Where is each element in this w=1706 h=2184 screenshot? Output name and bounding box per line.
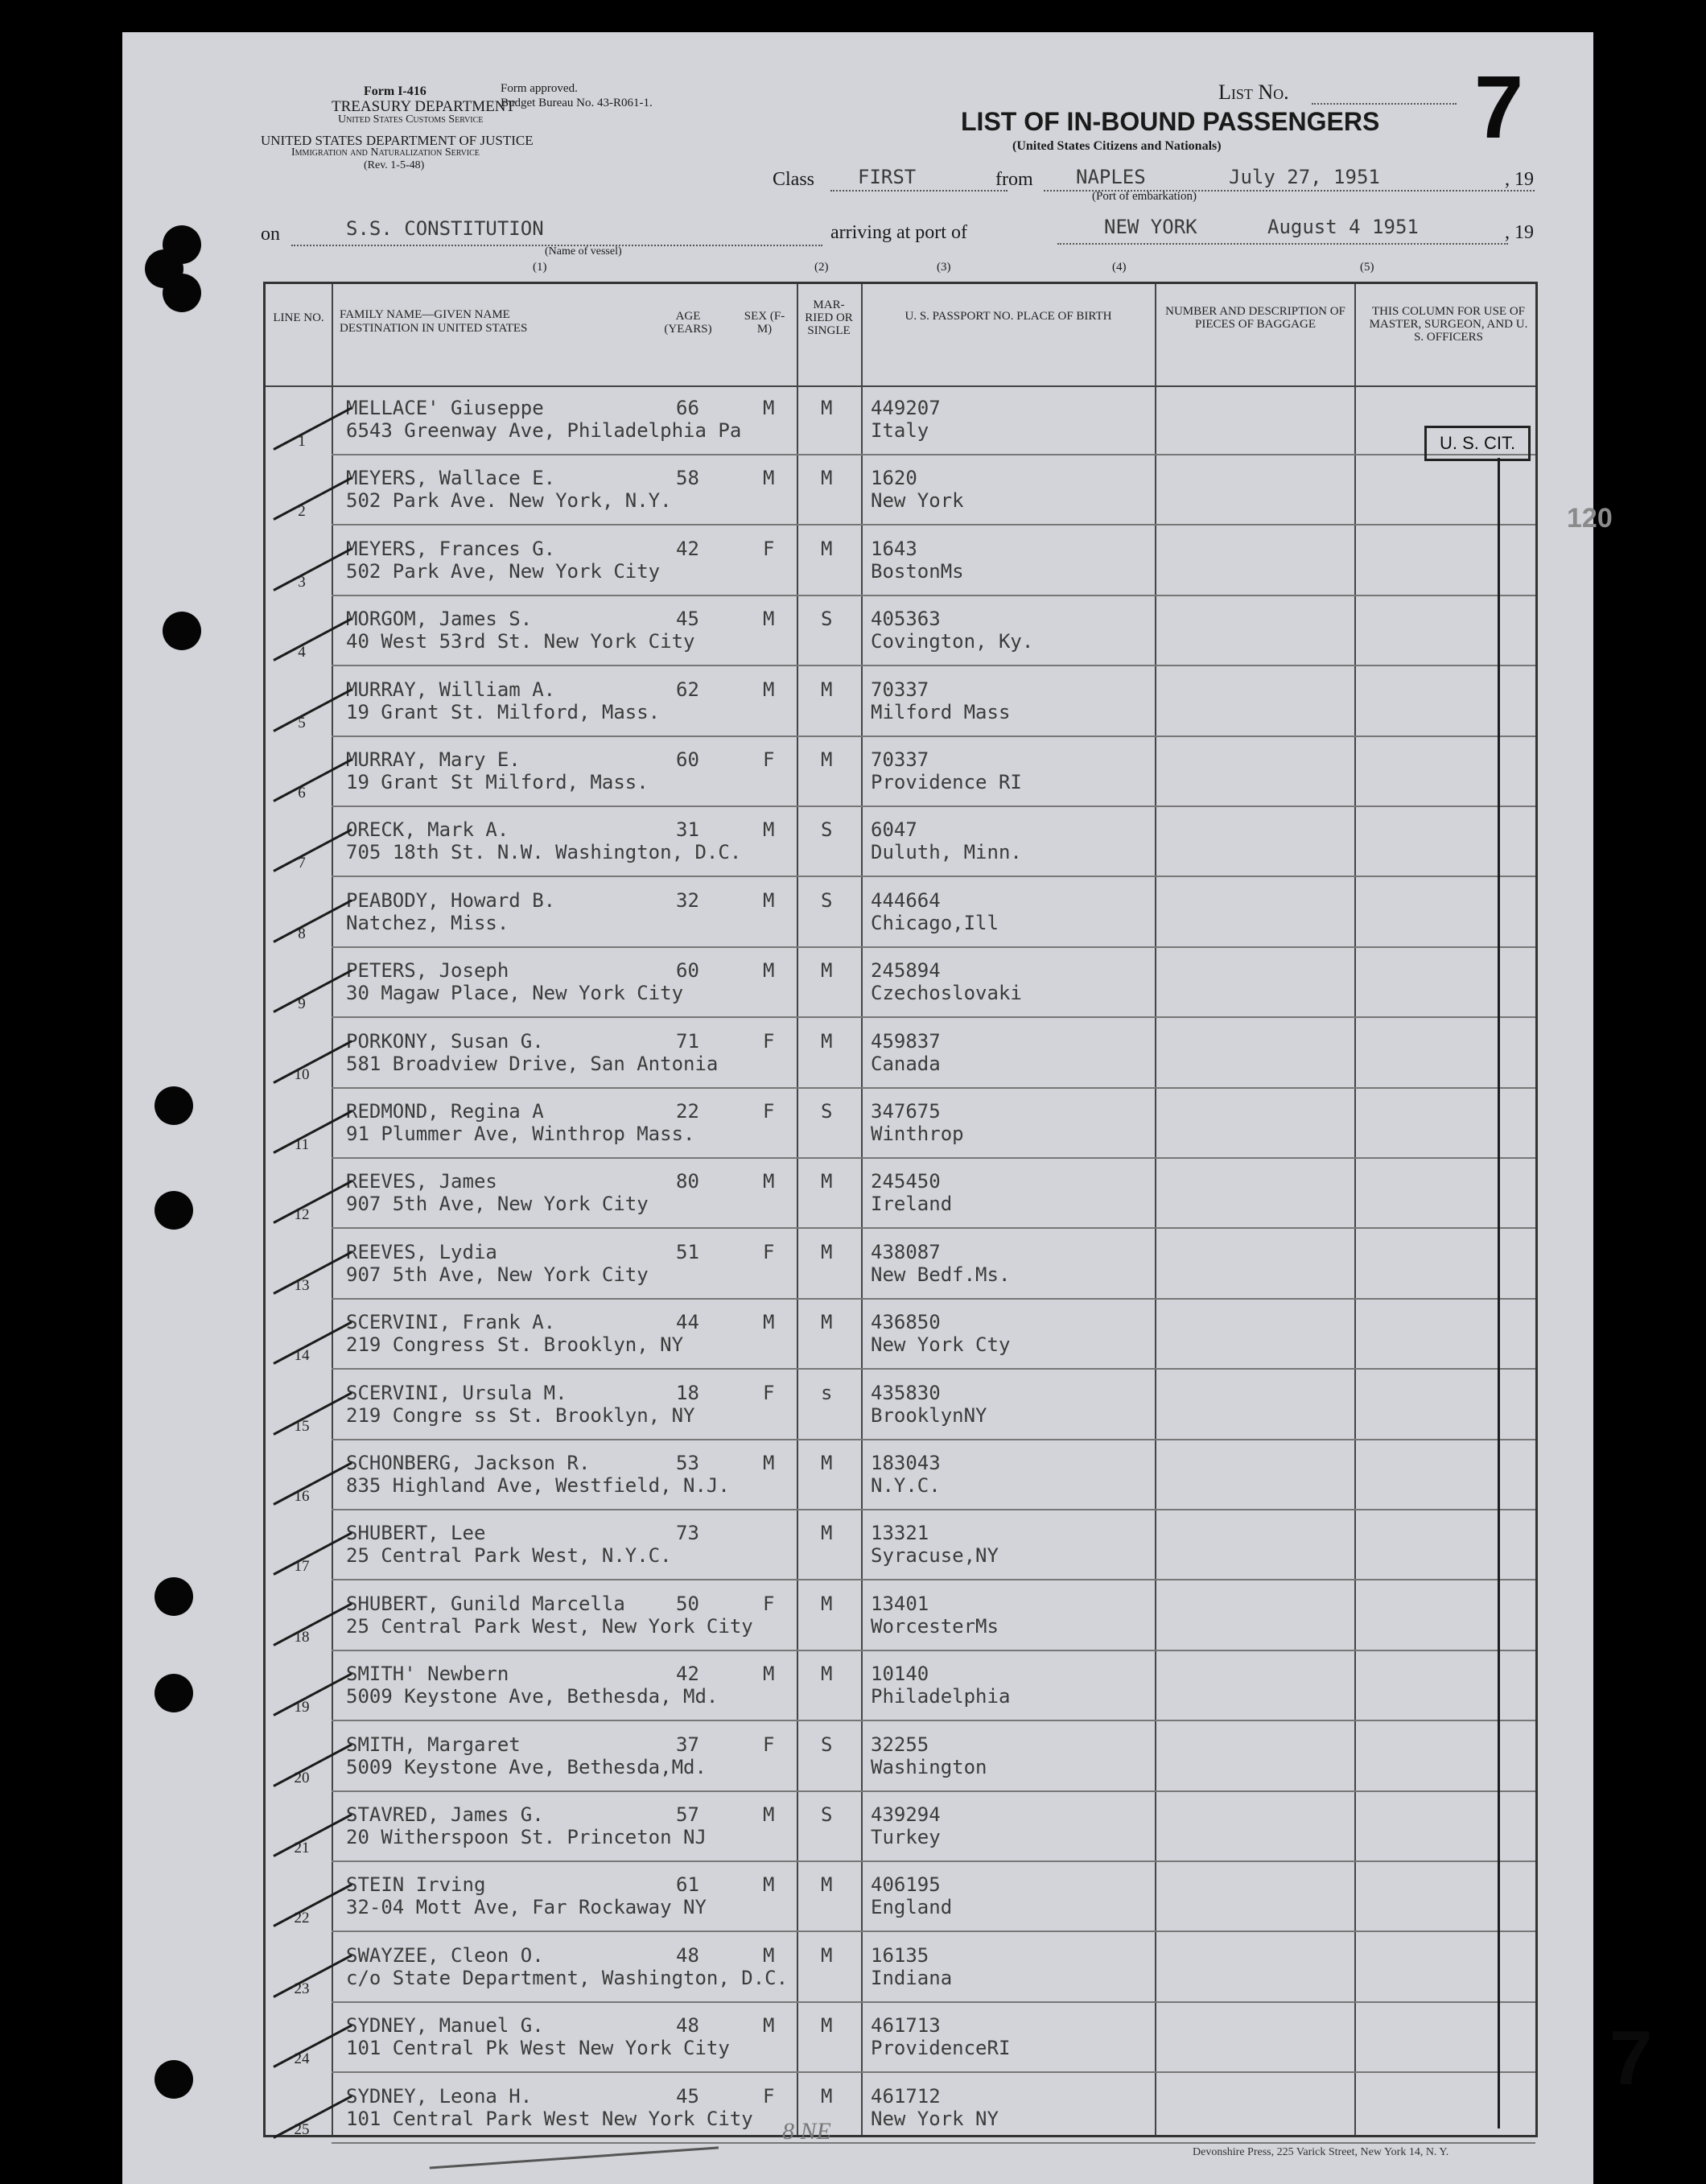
table-row xyxy=(266,455,1535,525)
passport-number: 245450 xyxy=(871,1170,941,1193)
document-title: LIST OF IN-BOUND PASSENGERS xyxy=(961,107,1380,136)
passenger-age: 45 xyxy=(676,2084,699,2108)
line-number: 16 xyxy=(294,1488,310,1505)
marital-status: M xyxy=(821,748,833,771)
passenger-destination: 219 Congress St. Brooklyn, NY xyxy=(346,1333,684,1357)
table-row xyxy=(266,1792,1535,1862)
column-number-4: (4) xyxy=(1112,261,1127,274)
passenger-age: 22 xyxy=(676,1100,699,1123)
marital-status: M xyxy=(821,1170,833,1193)
place-of-birth: Turkey xyxy=(871,1826,941,1848)
year-suffix-2: , 19 xyxy=(1505,222,1534,243)
column-number-2: (2) xyxy=(814,261,829,274)
passenger-name: SYDNEY, Manuel G. xyxy=(346,2014,544,2038)
passenger-name: SWAYZEE, Cleon O. xyxy=(346,1943,544,1967)
passport-number: 6047 xyxy=(871,818,917,842)
line-number: 21 xyxy=(294,1840,310,1856)
table-row xyxy=(266,1862,1535,1932)
arrival-date: August 4 1951 xyxy=(1267,216,1419,238)
header-married: MAR-RIED OR SINGLE xyxy=(805,299,853,337)
immigration-service: Immigration and Naturalization Service xyxy=(291,146,480,159)
passenger-age: 50 xyxy=(676,1592,699,1615)
table-row xyxy=(266,526,1535,596)
line-number: 8 xyxy=(298,925,306,942)
line-number: 12 xyxy=(294,1206,310,1224)
marital-status: M xyxy=(821,678,833,701)
passenger-name: SCHONBERG, Jackson R. xyxy=(346,1452,591,1474)
us-citizen-stamp: U. S. CIT. xyxy=(1424,426,1531,461)
place-of-birth: Covington, Ky. xyxy=(871,630,1034,653)
passenger-table xyxy=(263,282,1653,2138)
passenger-sex: F xyxy=(763,537,775,560)
passenger-sex: M xyxy=(763,1452,775,1474)
passport-number: 461713 xyxy=(871,2014,941,2038)
passenger-destination: c/o State Department, Washington, D.C. xyxy=(346,1966,789,1989)
marital-status: M xyxy=(821,537,833,560)
place-of-birth: Duluth, Minn. xyxy=(871,841,1022,864)
marital-status: M xyxy=(821,1663,833,1686)
departure-date: July 27, 1951 xyxy=(1229,166,1380,188)
table-row xyxy=(266,1510,1535,1580)
marital-status: S xyxy=(821,888,833,912)
place-of-birth: Czechoslovaki xyxy=(871,982,1022,1005)
form-approved: Form approved. xyxy=(501,82,578,95)
passenger-destination: 32-04 Mott Ave, Far Rockaway NY xyxy=(346,1896,707,1919)
passenger-destination: 5009 Keystone Ave, Bethesda, Md. xyxy=(346,1685,719,1708)
punch-hole xyxy=(155,1191,193,1230)
customs-service: United States Customs Service xyxy=(338,113,484,126)
passport-number: 1620 xyxy=(871,467,917,490)
passenger-age: 48 xyxy=(676,1943,699,1967)
header-age: AGE (YEARS) xyxy=(664,310,712,336)
department-of-justice: UNITED STATES DEPARTMENT OF JUSTICE xyxy=(261,133,534,148)
punch-hole xyxy=(155,1577,193,1616)
passenger-destination: 19 Grant St Milford, Mass. xyxy=(346,771,649,793)
place-of-birth: New Bedf.Ms. xyxy=(871,1263,1011,1286)
marital-status: M xyxy=(821,1452,833,1474)
list-number: 7 xyxy=(1474,58,1524,157)
line-number: 23 xyxy=(294,1980,310,1997)
place-of-birth: N.Y.C. xyxy=(871,1474,941,1497)
passenger-sex: M xyxy=(763,818,775,842)
passenger-sex: M xyxy=(763,678,775,701)
passenger-name: PORKONY, Susan G. xyxy=(346,1029,544,1053)
passport-number: 183043 xyxy=(871,1452,941,1474)
table-row xyxy=(266,1019,1535,1089)
passenger-sex: M xyxy=(763,1943,775,1967)
line-number: 22 xyxy=(294,1910,310,1927)
passenger-age: 60 xyxy=(676,959,699,983)
passport-number: 245894 xyxy=(871,959,941,983)
passport-number: 449207 xyxy=(871,397,941,419)
passenger-destination: 502 Park Ave. New York, N.Y. xyxy=(346,489,672,513)
marital-status: s xyxy=(821,1381,833,1404)
budget-bureau: Budget Bureau No. 43-R061-1. xyxy=(501,97,653,109)
table-row xyxy=(266,1089,1535,1159)
vessel-name: S.S. CONSTITUTION xyxy=(346,217,544,240)
passenger-destination: 907 5th Ave, New York City xyxy=(346,1193,649,1216)
passport-number: 444664 xyxy=(871,888,941,912)
passenger-destination: 219 Congre ss St. Brooklyn, NY xyxy=(346,1403,695,1427)
marital-status: S xyxy=(821,608,833,631)
line-number: 3 xyxy=(298,573,306,591)
passenger-sex: M xyxy=(763,467,775,490)
passport-number: 435830 xyxy=(871,1381,941,1404)
passenger-sex: F xyxy=(763,1592,775,1615)
passport-number: 13321 xyxy=(871,1522,929,1545)
passport-number: 70337 xyxy=(871,678,929,701)
form-number: Form I-416 xyxy=(364,84,426,98)
passenger-count: 120 xyxy=(1567,503,1613,534)
place-of-birth: Italy xyxy=(871,419,929,442)
marital-status: M xyxy=(821,1029,833,1053)
passenger-age: 37 xyxy=(676,1733,699,1756)
table-row xyxy=(266,1370,1535,1440)
punch-hole xyxy=(163,612,201,650)
table-row xyxy=(266,2003,1535,2073)
marital-status: S xyxy=(821,1100,833,1123)
class-line xyxy=(830,190,1008,192)
passenger-sex: F xyxy=(763,1733,775,1756)
line-number: 6 xyxy=(298,785,306,801)
place-of-birth: Washington xyxy=(871,1755,987,1778)
passenger-age: 51 xyxy=(676,1240,699,1263)
place-of-birth: New York xyxy=(871,489,964,513)
passenger-sex: M xyxy=(763,959,775,983)
line-number: 20 xyxy=(294,1769,310,1786)
place-of-birth: ProvidenceRI xyxy=(871,2037,1011,2060)
passenger-destination: 19 Grant St. Milford, Mass. xyxy=(346,700,661,723)
passenger-destination: 91 Plummer Ave, Winthrop Mass. xyxy=(346,1123,695,1145)
passenger-age: 44 xyxy=(676,1311,699,1334)
marital-status: M xyxy=(821,1240,833,1263)
arrival-line xyxy=(1057,243,1508,245)
printer-credit: Devonshire Press, 225 Varick Street, New York 14, N. Y. xyxy=(1193,2146,1449,2158)
passenger-sex: F xyxy=(763,1100,775,1123)
passenger-age: 45 xyxy=(676,608,699,631)
marital-status: S xyxy=(821,818,833,842)
place-of-birth: Ireland xyxy=(871,1193,953,1216)
table-row xyxy=(266,878,1535,948)
passenger-age: 18 xyxy=(676,1381,699,1404)
passenger-age: 58 xyxy=(676,467,699,490)
marital-status: M xyxy=(821,1522,833,1545)
passenger-name: SHUBERT, Lee xyxy=(346,1522,486,1545)
header-destination: DESTINATION IN UNITED STATES xyxy=(340,322,528,335)
passenger-destination: 705 18th St. N.W. Washington, D.C. xyxy=(346,841,742,864)
passport-number: 1643 xyxy=(871,537,917,560)
list-number-line xyxy=(1312,103,1457,105)
passenger-sex: M xyxy=(763,888,775,912)
passenger-name: SHUBERT, Gunild Marcella xyxy=(346,1592,625,1615)
passenger-destination: 5009 Keystone Ave, Bethesda,Md. xyxy=(346,1755,707,1778)
passenger-destination: 907 5th Ave, New York City xyxy=(346,1263,649,1286)
passenger-sex: M xyxy=(763,2014,775,2038)
signature-initials: 8 NE xyxy=(782,2118,831,2145)
treasury-department: TREASURY DEPARTMENT xyxy=(332,98,516,115)
passenger-name: REEVES, Lydia xyxy=(346,1240,497,1263)
passenger-name: MELLACE' Giuseppe xyxy=(346,397,544,419)
passenger-age: 42 xyxy=(676,537,699,560)
list-number-label: List No. xyxy=(1218,80,1289,104)
passenger-age: 42 xyxy=(676,1663,699,1686)
passport-number: 439294 xyxy=(871,1803,941,1826)
place-of-birth: WorcesterMs xyxy=(871,1614,999,1638)
passenger-name: STEIN Irving xyxy=(346,1873,486,1897)
header-sex: SEX (F-M) xyxy=(744,310,785,336)
passport-number: 16135 xyxy=(871,1943,929,1967)
line-number: 24 xyxy=(294,2050,310,2068)
header-name: FAMILY NAME—GIVEN NAME xyxy=(340,308,510,321)
punch-hole xyxy=(155,2060,193,2099)
punch-hole xyxy=(155,1674,193,1712)
table-row xyxy=(266,948,1535,1018)
passport-number: 461712 xyxy=(871,2084,941,2108)
passenger-age: 71 xyxy=(676,1029,699,1053)
class-label: Class xyxy=(773,169,815,190)
table-row xyxy=(266,596,1535,666)
line-number: 19 xyxy=(294,1699,310,1716)
passenger-name: SCERVINI, Ursula M. xyxy=(346,1381,567,1404)
passenger-sex: F xyxy=(763,1240,775,1263)
line-number: 11 xyxy=(294,1136,310,1153)
table-row xyxy=(266,1300,1535,1370)
passenger-age: 57 xyxy=(676,1803,699,1826)
marital-status: M xyxy=(821,397,833,419)
passenger-name: MEYERS, Wallace E. xyxy=(346,467,556,490)
passenger-sex: M xyxy=(763,1311,775,1334)
document-sheet xyxy=(122,32,1653,2184)
passenger-age: 53 xyxy=(676,1452,699,1474)
passenger-destination: 835 Highland Ave, Westfield, N.J. xyxy=(346,1474,730,1497)
table-row xyxy=(266,1230,1535,1300)
place-of-birth: Syracuse,NY xyxy=(871,1544,999,1568)
document-subtitle: (United States Citizens and Nationals) xyxy=(1012,139,1222,153)
place-of-birth: Milford Mass xyxy=(871,700,1011,723)
place-of-birth: Philadelphia xyxy=(871,1685,1011,1708)
line-number: 17 xyxy=(294,1558,310,1576)
passport-number: 70337 xyxy=(871,748,929,771)
passenger-age: 32 xyxy=(676,888,699,912)
passenger-name: STAVRED, James G. xyxy=(346,1803,544,1826)
table-row xyxy=(266,1651,1535,1721)
marital-status: M xyxy=(821,1592,833,1615)
passport-number: 438087 xyxy=(871,1240,941,1263)
passenger-destination: Natchez, Miss. xyxy=(346,911,509,934)
punch-hole xyxy=(163,274,201,312)
marital-status: M xyxy=(821,1873,833,1897)
passenger-name: PETERS, Joseph xyxy=(346,959,509,983)
passenger-name: MEYERS, Frances G. xyxy=(346,537,556,560)
table-row xyxy=(266,807,1535,877)
passenger-age: 61 xyxy=(676,1873,699,1897)
passport-number: 13401 xyxy=(871,1592,929,1615)
passenger-sex: F xyxy=(763,1029,775,1053)
header-baggage: NUMBER AND DESCRIPTION OF PIECES OF BAGGAGE xyxy=(1165,305,1345,331)
passport-number: 32255 xyxy=(871,1733,929,1756)
passenger-age: 60 xyxy=(676,748,699,771)
line-number: 7 xyxy=(298,855,306,872)
column-number-1: (1) xyxy=(533,261,547,274)
passenger-destination: 502 Park Ave, New York City xyxy=(346,559,661,583)
arrival-port: NEW YORK xyxy=(1104,216,1197,238)
line-number: 10 xyxy=(294,1065,310,1083)
passenger-name: MURRAY, Mary E. xyxy=(346,748,521,771)
marital-status: M xyxy=(821,959,833,983)
line-number: 25 xyxy=(294,2120,310,2138)
line-number: 18 xyxy=(294,1628,310,1646)
vessel-caption: (Name of vessel) xyxy=(545,245,622,258)
punch-hole xyxy=(155,1086,193,1125)
class-value: FIRST xyxy=(858,166,917,188)
line-number: 4 xyxy=(298,644,306,661)
passport-number: 10140 xyxy=(871,1663,929,1686)
passenger-sex: M xyxy=(763,1663,775,1686)
place-of-birth: Winthrop xyxy=(871,1123,964,1145)
header-passport: U. S. PASSPORT NO. PLACE OF BIRTH xyxy=(905,310,1112,323)
passenger-age: 48 xyxy=(676,2014,699,2038)
table-row xyxy=(266,737,1535,807)
passenger-name: REEVES, James xyxy=(346,1170,497,1193)
passport-number: 406195 xyxy=(871,1873,941,1897)
place-of-birth: New York NY xyxy=(871,2107,999,2130)
place-of-birth: England xyxy=(871,1896,953,1919)
line-number: 14 xyxy=(294,1347,310,1365)
table-row xyxy=(266,1581,1535,1651)
header-officers: THIS COLUMN FOR USE OF MASTER, SURGEON, AND U. S. OFFICERS xyxy=(1369,305,1528,344)
passport-number: 405363 xyxy=(871,608,941,631)
line-number: 5 xyxy=(298,714,306,731)
table-row xyxy=(266,385,1535,455)
place-of-birth: Indiana xyxy=(871,1966,953,1989)
passenger-name: REDMOND, Regina A xyxy=(346,1100,544,1123)
passenger-name: PEABODY, Howard B. xyxy=(346,888,556,912)
marital-status: M xyxy=(821,1943,833,1967)
passenger-destination: 101 Central Pk West New York City xyxy=(346,2037,730,2060)
passport-number: 459837 xyxy=(871,1029,941,1053)
passenger-destination: 20 Witherspoon St. Princeton NJ xyxy=(346,1826,707,1848)
marital-status: S xyxy=(821,1733,833,1756)
table-row xyxy=(266,1159,1535,1229)
table-row xyxy=(266,667,1535,737)
passenger-name: SMITH' Newbern xyxy=(346,1663,509,1686)
port-of-embarkation: NAPLES xyxy=(1076,166,1146,188)
passenger-sex: M xyxy=(763,608,775,631)
header-line-no: LINE NO. xyxy=(273,311,324,324)
marital-status: M xyxy=(821,2084,833,2108)
year-suffix: , 19 xyxy=(1505,169,1534,190)
arriving-label: arriving at port of xyxy=(830,222,967,243)
passenger-destination: 40 West 53rd St. New York City xyxy=(346,630,695,653)
bottom-list-number: 7 xyxy=(1609,2015,1653,2101)
place-of-birth: Canada xyxy=(871,1052,941,1075)
marital-status: M xyxy=(821,2014,833,2038)
passenger-age: 66 xyxy=(676,397,699,419)
passenger-destination: 30 Magaw Place, New York City xyxy=(346,982,684,1005)
passenger-destination: 101 Central Park West New York City xyxy=(346,2107,753,2130)
table-row xyxy=(266,1933,1535,2003)
passenger-destination: 25 Central Park West, New York City xyxy=(346,1614,753,1638)
passport-number: 436850 xyxy=(871,1311,941,1334)
passenger-destination: 6543 Greenway Ave, Philadelphia Pa xyxy=(346,419,742,442)
place-of-birth: Chicago,Ill xyxy=(871,911,999,934)
passenger-age: 73 xyxy=(676,1522,699,1545)
passenger-destination: 581 Broadview Drive, San Antonia xyxy=(346,1052,719,1075)
passenger-sex: F xyxy=(763,1381,775,1404)
marital-status: M xyxy=(821,1311,833,1334)
table-row xyxy=(266,1440,1535,1510)
marital-status: S xyxy=(821,1803,833,1826)
column-number-3: (3) xyxy=(937,261,951,274)
line-number: 2 xyxy=(298,503,306,521)
table-row xyxy=(266,1722,1535,1792)
line-number: 1 xyxy=(298,433,306,450)
passenger-name: SMITH, Margaret xyxy=(346,1733,521,1756)
passenger-age: 31 xyxy=(676,818,699,842)
place-of-birth: BrooklynNY xyxy=(871,1403,987,1427)
passenger-age: 80 xyxy=(676,1170,699,1193)
passenger-destination: 25 Central Park West, N.Y.C. xyxy=(346,1544,672,1568)
passenger-sex: M xyxy=(763,397,775,419)
line-number: 13 xyxy=(294,1276,310,1294)
place-of-birth: New York Cty xyxy=(871,1333,1011,1357)
passenger-sex: F xyxy=(763,2084,775,2108)
line-number: 9 xyxy=(298,995,306,1013)
passenger-name: ORECK, Mark A. xyxy=(346,818,509,842)
passenger-age: 62 xyxy=(676,678,699,701)
passport-number: 347675 xyxy=(871,1100,941,1123)
from-label: from xyxy=(995,169,1033,190)
line-number: 15 xyxy=(294,1417,310,1435)
revision: (Rev. 1-5-48) xyxy=(364,159,425,171)
passenger-name: SYDNEY, Leona H. xyxy=(346,2084,533,2108)
marital-status: M xyxy=(821,467,833,490)
port-of-embarkation-caption: (Port of embarkation) xyxy=(1092,190,1197,203)
place-of-birth: BostonMs xyxy=(871,559,964,583)
passenger-sex: M xyxy=(763,1873,775,1897)
place-of-birth: Providence RI xyxy=(871,771,1022,793)
passenger-name: MORGOM, James S. xyxy=(346,608,533,631)
column-number-5: (5) xyxy=(1360,261,1374,274)
officer-bracket-line xyxy=(1498,458,1500,2128)
passenger-name: SCERVINI, Frank A. xyxy=(346,1311,556,1334)
passenger-sex: M xyxy=(763,1803,775,1826)
passenger-sex: M xyxy=(763,1170,775,1193)
passenger-sex: F xyxy=(763,748,775,771)
on-label: on xyxy=(261,224,280,245)
passenger-name: MURRAY, William A. xyxy=(346,678,556,701)
